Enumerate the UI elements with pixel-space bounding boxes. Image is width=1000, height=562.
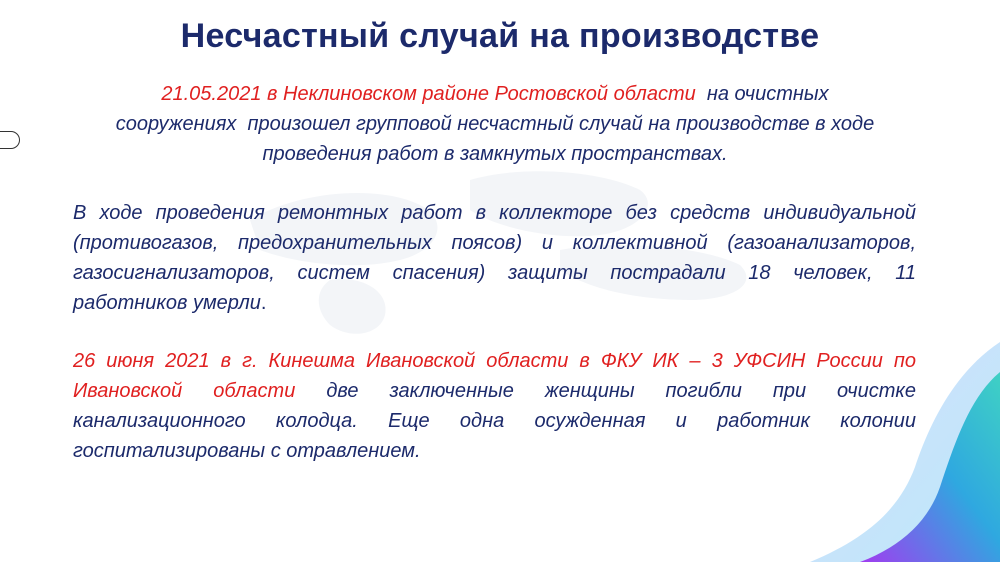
intro-highlight: 21.05.2021 в Неклиновском районе Ростовской области [161, 83, 696, 105]
paragraph2-text: две заключенные женщины погибли при очистке канализационного колодца. Еще одна осужденная и работник колонии госпитализированы с отравлением. [73, 380, 916, 462]
paragraph-accident-details [73, 198, 916, 318]
paragraph2-highlight: 26 июня 2021 в г. Кинешма Ивановской области в ФКУ ИК – 3 УФСИН России по Ивановской области [73, 350, 916, 402]
paragraph-kineshma [73, 346, 916, 466]
intro-text: на очистных сооружениях произошел групповой несчастный случай на производстве в ходе проведения работ в замкнутых пространствах. [115, 83, 880, 165]
paragraph1-text: В ходе проведения ремонтных работ в коллекторе без средств индивидуальной (противогазов, предохранительных поясов) и коллективной (газоанализаторов, газосигнализаторов, систем спасения) защиты пострадали 18 человек, 11 работников умерли [73, 202, 916, 314]
intro-paragraph [100, 79, 890, 169]
slide-marker [0, 131, 20, 149]
paragraph1-end: . [260, 292, 267, 314]
page-title: Несчастный случай на производстве [180, 17, 820, 55]
